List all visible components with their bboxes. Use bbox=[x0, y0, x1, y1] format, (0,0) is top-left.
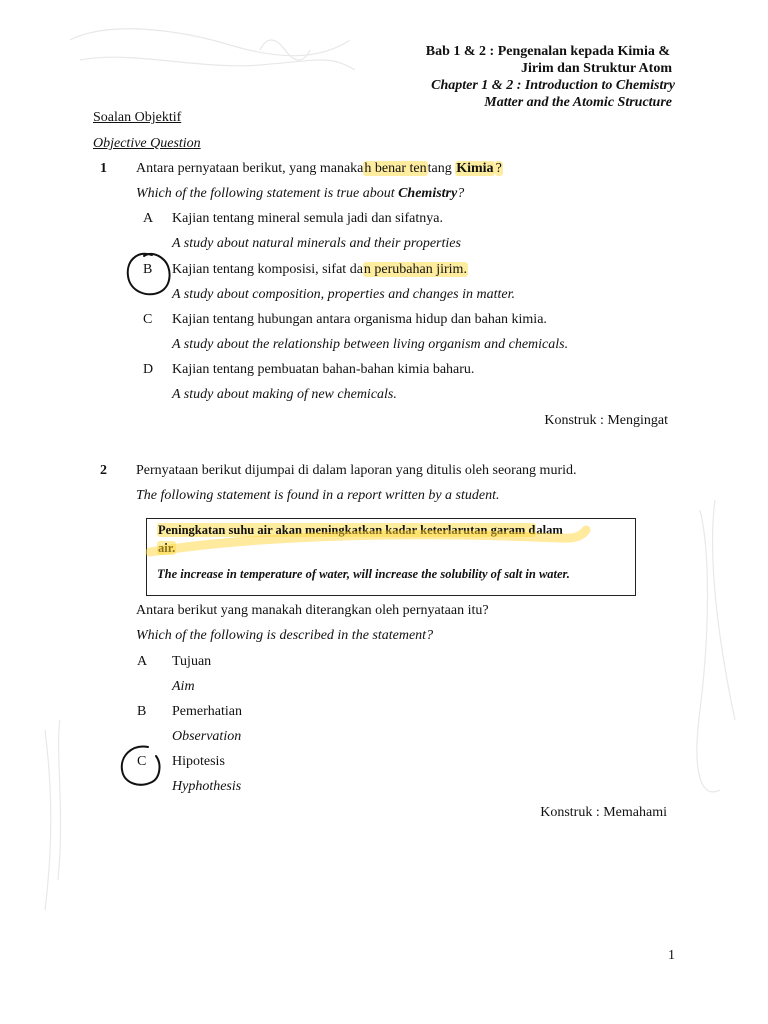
q1-stem-en-part: ? bbox=[457, 186, 465, 201]
q2-option-b-en: Observation bbox=[172, 729, 242, 744]
header-line-2: Jirim dan Struktur Atom bbox=[520, 61, 672, 76]
q1-option-c-en: A study about the relationship between living organism and chemicals. bbox=[172, 337, 569, 352]
statement-ms-highlight-2: air. bbox=[158, 541, 176, 555]
q1-stem-en-chemistry: Chemistry bbox=[398, 186, 458, 201]
q1-number: 1 bbox=[100, 161, 107, 176]
q1-highlight-kimia: Kimia bbox=[456, 161, 494, 176]
q1-stem-en bbox=[136, 186, 464, 202]
section-title-en: Objective Question bbox=[93, 136, 201, 151]
q1-highlight-qmark: ? bbox=[495, 161, 502, 176]
page-number: 1 bbox=[668, 948, 675, 963]
q1-stem-ms-part: tang bbox=[427, 161, 456, 176]
q1-option-a-en: A study about natural minerals and their properties bbox=[172, 236, 461, 251]
q1-construct: Konstruk : Mengingat bbox=[544, 413, 668, 428]
q2-option-b-letter: B bbox=[137, 704, 147, 719]
q2-option-c-en: Hyphothesis bbox=[172, 779, 242, 794]
statement-ms-cont bbox=[157, 541, 176, 556]
q2-option-c-letter: C bbox=[137, 754, 147, 769]
q2-stem-en: The following statement is found in a report written by a student. bbox=[136, 488, 500, 503]
q1-option-b-letter: B bbox=[143, 262, 153, 277]
header-line-3: Chapter 1 & 2 : Introduction to Chemistry bbox=[431, 78, 675, 93]
statement-ms-highlight: Peningkatan suhu air akan meningkatkan kadar keterlarutan garam d bbox=[158, 523, 536, 537]
q2-construct: Konstruk : Memahami bbox=[540, 805, 667, 820]
statement-box bbox=[146, 518, 636, 596]
q1-option-d-ms: Kajian tentang pembuatan bahan-bahan kimia baharu. bbox=[172, 362, 475, 377]
q1-option-c-letter: C bbox=[143, 312, 153, 327]
q1-stem-ms-part: Antara pernyataan berikut, yang manaka bbox=[136, 161, 364, 176]
q2-option-a-letter: A bbox=[137, 654, 148, 669]
q1-stem-ms bbox=[136, 161, 503, 177]
q2-option-a-en: Aim bbox=[172, 679, 195, 694]
q1-highlight-1: h benar ten bbox=[364, 161, 427, 176]
q1-option-d-en: A study about making of new chemicals. bbox=[172, 387, 397, 402]
q1-option-b-en: A study about composition, properties and changes in matter. bbox=[172, 287, 515, 302]
q1-option-b-ms-part: Kajian tentang komposisi, sifat da bbox=[172, 262, 363, 277]
q1-option-b-highlight: n perubahan jirim. bbox=[363, 262, 467, 277]
q2-option-c-ms: Hipotesis bbox=[172, 754, 225, 769]
statement-ms bbox=[157, 523, 563, 538]
q2-stem-ms: Pernyataan berikut dijumpai di dalam laporan yang ditulis oleh seorang murid. bbox=[136, 463, 577, 478]
header-line-4: Matter and the Atomic Structure bbox=[484, 95, 672, 110]
q2-option-a-ms: Tujuan bbox=[172, 654, 212, 669]
q2-number: 2 bbox=[100, 463, 107, 478]
q1-option-b-ms bbox=[172, 262, 468, 278]
q1-option-c-ms: Kajian tentang hubungan antara organisma hidup dan bahan kimia. bbox=[172, 312, 547, 327]
q1-option-a-ms: Kajian tentang mineral semula jadi dan sifatnya. bbox=[172, 211, 443, 226]
q1-option-a-letter: A bbox=[143, 211, 154, 226]
statement-ms-part: alam bbox=[536, 523, 563, 537]
statement-en: The increase in temperature of water, will increase the solubility of salt in water. bbox=[157, 567, 570, 581]
section-title-ms: Soalan Objektif bbox=[93, 110, 182, 125]
q1-option-d-letter: D bbox=[143, 362, 154, 377]
q2-option-b-ms: Pemerhatian bbox=[172, 704, 242, 719]
q2-question-ms: Antara berikut yang manakah diterangkan oleh pernyataan itu? bbox=[136, 603, 489, 618]
header-line-1: Bab 1 & 2 : Pengenalan kepada Kimia & bbox=[425, 44, 670, 59]
q2-question-en: Which of the following is described in the statement? bbox=[136, 628, 434, 643]
q1-stem-en-part: Which of the following statement is true about bbox=[136, 186, 399, 201]
